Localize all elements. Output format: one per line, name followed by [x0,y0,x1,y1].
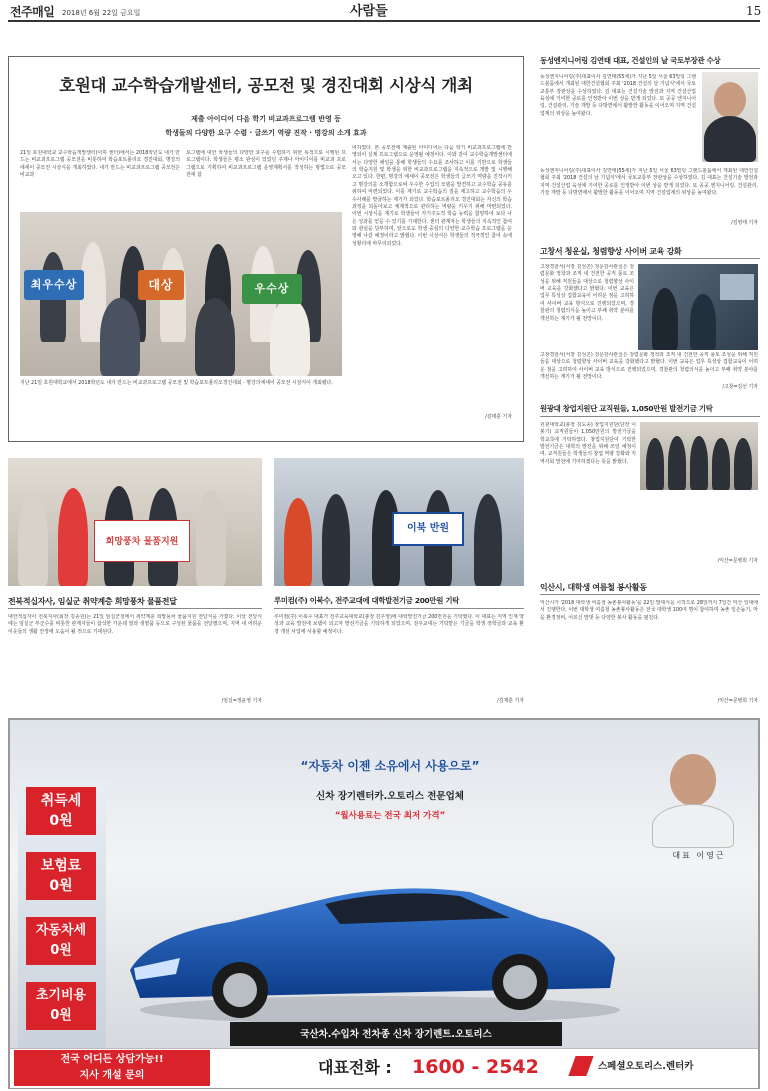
right-article-4-byline: /익산=문병희 기자 [717,698,758,704]
main-subheadline-2: 학생들의 다양한 요구 수렴 · 글쓰기 역량 진작 · 명강의 소개 효과 [165,129,367,137]
right-article-2-text-a: 고창경찰서(서장 김성곤) 청문감사관실은 청렴문화 정착과 조직 내 건전한 공직 풍토 조성을 위해 직원들을 대상으로 청렴향상 사이버 교육을 강화했다고 밝혔다. 이번 교육은 업무 특성상 집합교육이 어려운 점을 고려하여 사이버 교육 방식으로 진행되었으며, 경찰관의 청렴의식을 높이고 부패 취약 분야를 개선하는 계기가 될 전망이다. [540,264,634,322]
bottom-article-1-photo [8,458,262,586]
right-article-4-title: 익산시, 대학생 여름철 봉사활동 [540,583,647,592]
ad-label-car-tax: 자동차세 0원 [26,917,96,965]
bottom-article-1-title: 전북적십자사, 임실군 취약계층 희망풍차 물품전달 [8,597,177,606]
right-article-2-byline: /고창=김선 기자 [722,384,758,390]
ad-label-acquisition-tax: 취득세 0원 [26,787,96,835]
donation-board: 이북 반원 [392,512,464,546]
right-article-1-portrait [702,72,758,162]
award-sign-3: 우수상 [242,274,302,304]
right-article-3-photo [640,422,758,490]
ad-nationwide-consult: 전국 어디든 상담가능!! 지사 개설 문의 [14,1050,210,1086]
right-rule-3 [540,416,760,417]
ad-slogan: “자동차 이젠 소유에서 사용으로” [300,759,480,773]
newspaper-name: 전주매일 [10,5,55,19]
right-rule-2 [540,258,760,259]
award-sign-1: 최우수상 [24,270,84,300]
ad-ceo-name: 대표 이영근 [672,851,726,860]
right-article-3-text: 원광대학교(총장 김도종) 창업지원단(단장 이봉기) 교직원들이 1,050만원의 발전기금을 학교측에 기탁하였다. 창업지원단이 기탁한 발전기금은 대학의 발전을 위해 쓰일 예정이며, 교직원들은 학생들의 창업 역량 강화와 지역사회 발전에 기여하겠다는 뜻을 밝혔다. [540,422,636,465]
relief-banner: 희망풍차 물품지원 [94,520,190,562]
ad-tag: 국산차.수입차 전차종 신차 장기렌트.오토리스 [300,1029,492,1040]
main-photo [20,212,342,376]
sports-car-image [110,840,630,1030]
right-article-2-photo [638,264,758,350]
right-article-1-title: 동성엔지니어링 김연태 대표, 건설인의 날 국토부장관 수상 [540,56,721,65]
main-text-col3: 여하였다. 본 공모전에 제출된 아이디어는 다음 학기 비교과프로그램에 반영되어 실제 프로그램으로 운영될 예정이다. 이와 같이 교수학습개발센터에서는 다양한 채널을 통해 학생들의 수요를 조사하고 이를 기반으로 학생들의 학습지원 및 학생을 위한 비교과프로그램을 지속적으로 개발 및 시행해 오고 있다. 한편, 명강의 에세이 공모전은 학생들의 글쓰기 역량을 진작시키고 명강의를 소개함으로써 우수한 수업의 모델을 발견하고 교수학습 공유를 위하여 마련되었다. 이를 계기로 교수학습의 질을 제고하고 교수학습의 우수사례를 발굴하는 계기가 되었다. 학습포트폴리오 경진대회는 자신의 학습 과정을 되돌아보고 체계적으로 관리하는 역량을 키우기 위해 마련되었다. 이번 시상식을 계기로 학생들이 자기주도적 학습 능력을 함양하여 보다 나은 성과를 얻을 수 있기를 기대한다. 센터 관계자는 학생들의 지속적인 참여와 관심을 당부하며, 앞으로도 학생 중심의 다양한 교수학습 프로그램을 운영해 나갈 예정이라고 밝혔다. 이번 시상식은 학생들의 적극적인 참여 속에 성황리에 마무리되었다. [352,145,512,247]
ad-label-insurance: 보험료 0원 [26,852,96,900]
bottom-rule-2 [274,608,524,609]
right-article-2-text-b: 고창경찰서(서장 김성곤) 청문감사관실은 청렴문화 정착과 조직 내 건전한 공직 풍토 조성을 위해 직원들을 대상으로 청렴향상 사이버 교육을 강화했다고 밝혔다. 이번 교육은 업무 특성상 집합교육이 어려운 점을 고려하여 사이버 교육 방식으로 진행되었으며, 경찰관의 청렴의식을 높이고 부패 취약 분야를 개선하는 계기가 될 전망이다. [540,352,758,381]
ad-company: 신차 장기렌터카.오토리스 전문업체 [316,791,464,802]
right-rule-1 [540,68,760,69]
main-text-col1: 21일 호원대학교 교수학습개발센터(이하 센터)에서는 2018학년도 내가 만드는 비교과프로그램 공모전을 비롯하여 학습포트폴리오 경진대회, 명강의 에세이 공모전 시상식을 개최하였다. 내가 만드는 비교과프로그램 공모전은 비교과 [20,150,180,179]
right-article-3-title: 원광대 창업지원단 교직원들, 1,050만원 발전기금 기탁 [540,404,713,413]
section-title: 사람들 [350,4,388,19]
bottom-article-1-text: 대한적십자사 전북지사(회장 김종원)는 21일 임실군청에서 취약계층 희망풍차 물품지원 전달식을 가졌다. 이날 전달식에는 임실군 부군수를 비롯한 관계자들이 참석한 가운데 쌀과 생필품 등으로 구성된 물품을 전달했으며, 지역 내 어려운 이웃들의 생활 안정에 도움이 될 것으로 기대된다. [8,614,262,635]
ad-label-initial-cost: 초기비용 0원 [26,982,96,1030]
award-sign-2: 대상 [138,270,184,300]
right-rule-4 [540,594,760,595]
main-headline: 호원대 교수학습개발센터, 공모전 및 경진대회 시상식 개최 [59,76,473,95]
ad-ceo-photo [638,748,756,848]
ad-brand: 스페셜오토리스.렌터카 [598,1061,694,1072]
main-subheadline-1: 제출 아이디어 다음 학기 비교과프로그램 반영 등 [191,115,341,123]
bottom-article-2-photo [274,458,524,586]
bottom-rule-1 [8,608,262,609]
main-photo-caption: 지난 21일 호원대학교에서 2018학년도 내가 만드는 비교과프로그램 공모전 및 학습포트폴리오경진대회 · 명강의에세이 공모전 시상식이 개최됐다. [20,380,333,386]
issue-date: 2018년 6월 22일 금요일 [62,9,141,17]
main-byline: /김태훈 기자 [485,414,512,420]
right-article-2-title: 고창서 청운실, 청렴향상 사이버 교육 강화 [540,247,682,256]
bottom-article-2-title: 루미컴(주) 이북수, 전주교대에 대학발전기금 200만원 기탁 [274,596,460,605]
right-article-1-text-a: 동성엔지니어링(주)대표이사 김연태(55세)가 지난 5일 서울 63빌딩 그랜드볼룸에서 개최된 대한건설협회 주최 '2018 건설의 날 기념식'에서 국토교통부 장관상을 수상하였다. 김 대표는 건설기술 발전과 지역 건설산업 육성에 기여한 공로를 인정받아 이번 상을 받게 되었다. 또 공공 엔지니어링, 건설관리, 기술 개발 등 다방면에서 활발한 활동을 이어오며 지역 건설업계의 위상을 높여왔다. [540,74,696,117]
main-text-col2: 로그램에 대한 학생들의 다양한 요구를 수렴하기 위한 목적으로 시행된 프로그램이다. 학생들은 평소 관심이 있었던 주제나 아이디어를 비교과 프로그램으로 기획하여 비교과프로그램 운영계획서를 작성하는 방법으로 공모전에 참 [186,150,346,179]
right-article-4-text: 익산시가 '2018 대학생 여름철 농촌봉사활동'을 22일 발대식을 시작으로 28일까지 7일간 익산 일대에서 진행한다. 이번 대학생 여름철 농촌봉사활동은 전국 대학생 100여 명이 참여하며 농촌 일손돕기, 마을 환경정비, 어르신 말벗 등 다양한 봉사 활동을 펼친다. [540,600,758,621]
ad-phone-label: 대표전화 : [318,1058,392,1077]
right-article-1-byline: /김영태 기자 [731,220,758,226]
bottom-article-2-byline: /김재훈 기자 [497,698,524,704]
right-article-1-text-b: 동성엔지니어링(주)대표이사 김연태(55세)가 지난 5일 서울 63빌딩 그랜드볼룸에서 개최된 대한건설협회 주최 '2018 건설의 날 기념식'에서 국토교통부 장관상을 수상하였다. 김 대표는 건설기술 발전과 지역 건설산업 육성에 기여한 공로를 인정받아 이번 상을 받게 되었다. 또 공공 엔지니어링, 건설관리, 기술 개발 등 다방면에서 활발한 활동을 이어오며 지역 건설업계의 위상을 높여왔다. [540,168,758,197]
bottom-article-1-byline: /임실=정윤영 기자 [221,698,262,704]
header-rule [8,20,760,22]
right-article-3-byline: /익산=문병희 기자 [717,558,758,564]
ad-sub-slogan: “월사용료는 전국 최저 가격” [334,811,446,821]
page-number: 15 [746,4,762,18]
bottom-article-2-text: 루미컴(주) 이북수 대표가 전주교육대학교(총장 김우영)에 대학발전기금 200만원을 기탁했다. 이 대표는 지역 인재 양성과 교육 발전에 보탬이 되고자 발전기금을 기탁하게 되었으며, 전주교대는 기탁받은 기금을 학생 장학금과 교육 환경 개선 사업에 사용할 예정이다. [274,614,524,635]
ad-phone-number[interactable]: 1600 - 2542 [412,1056,539,1078]
